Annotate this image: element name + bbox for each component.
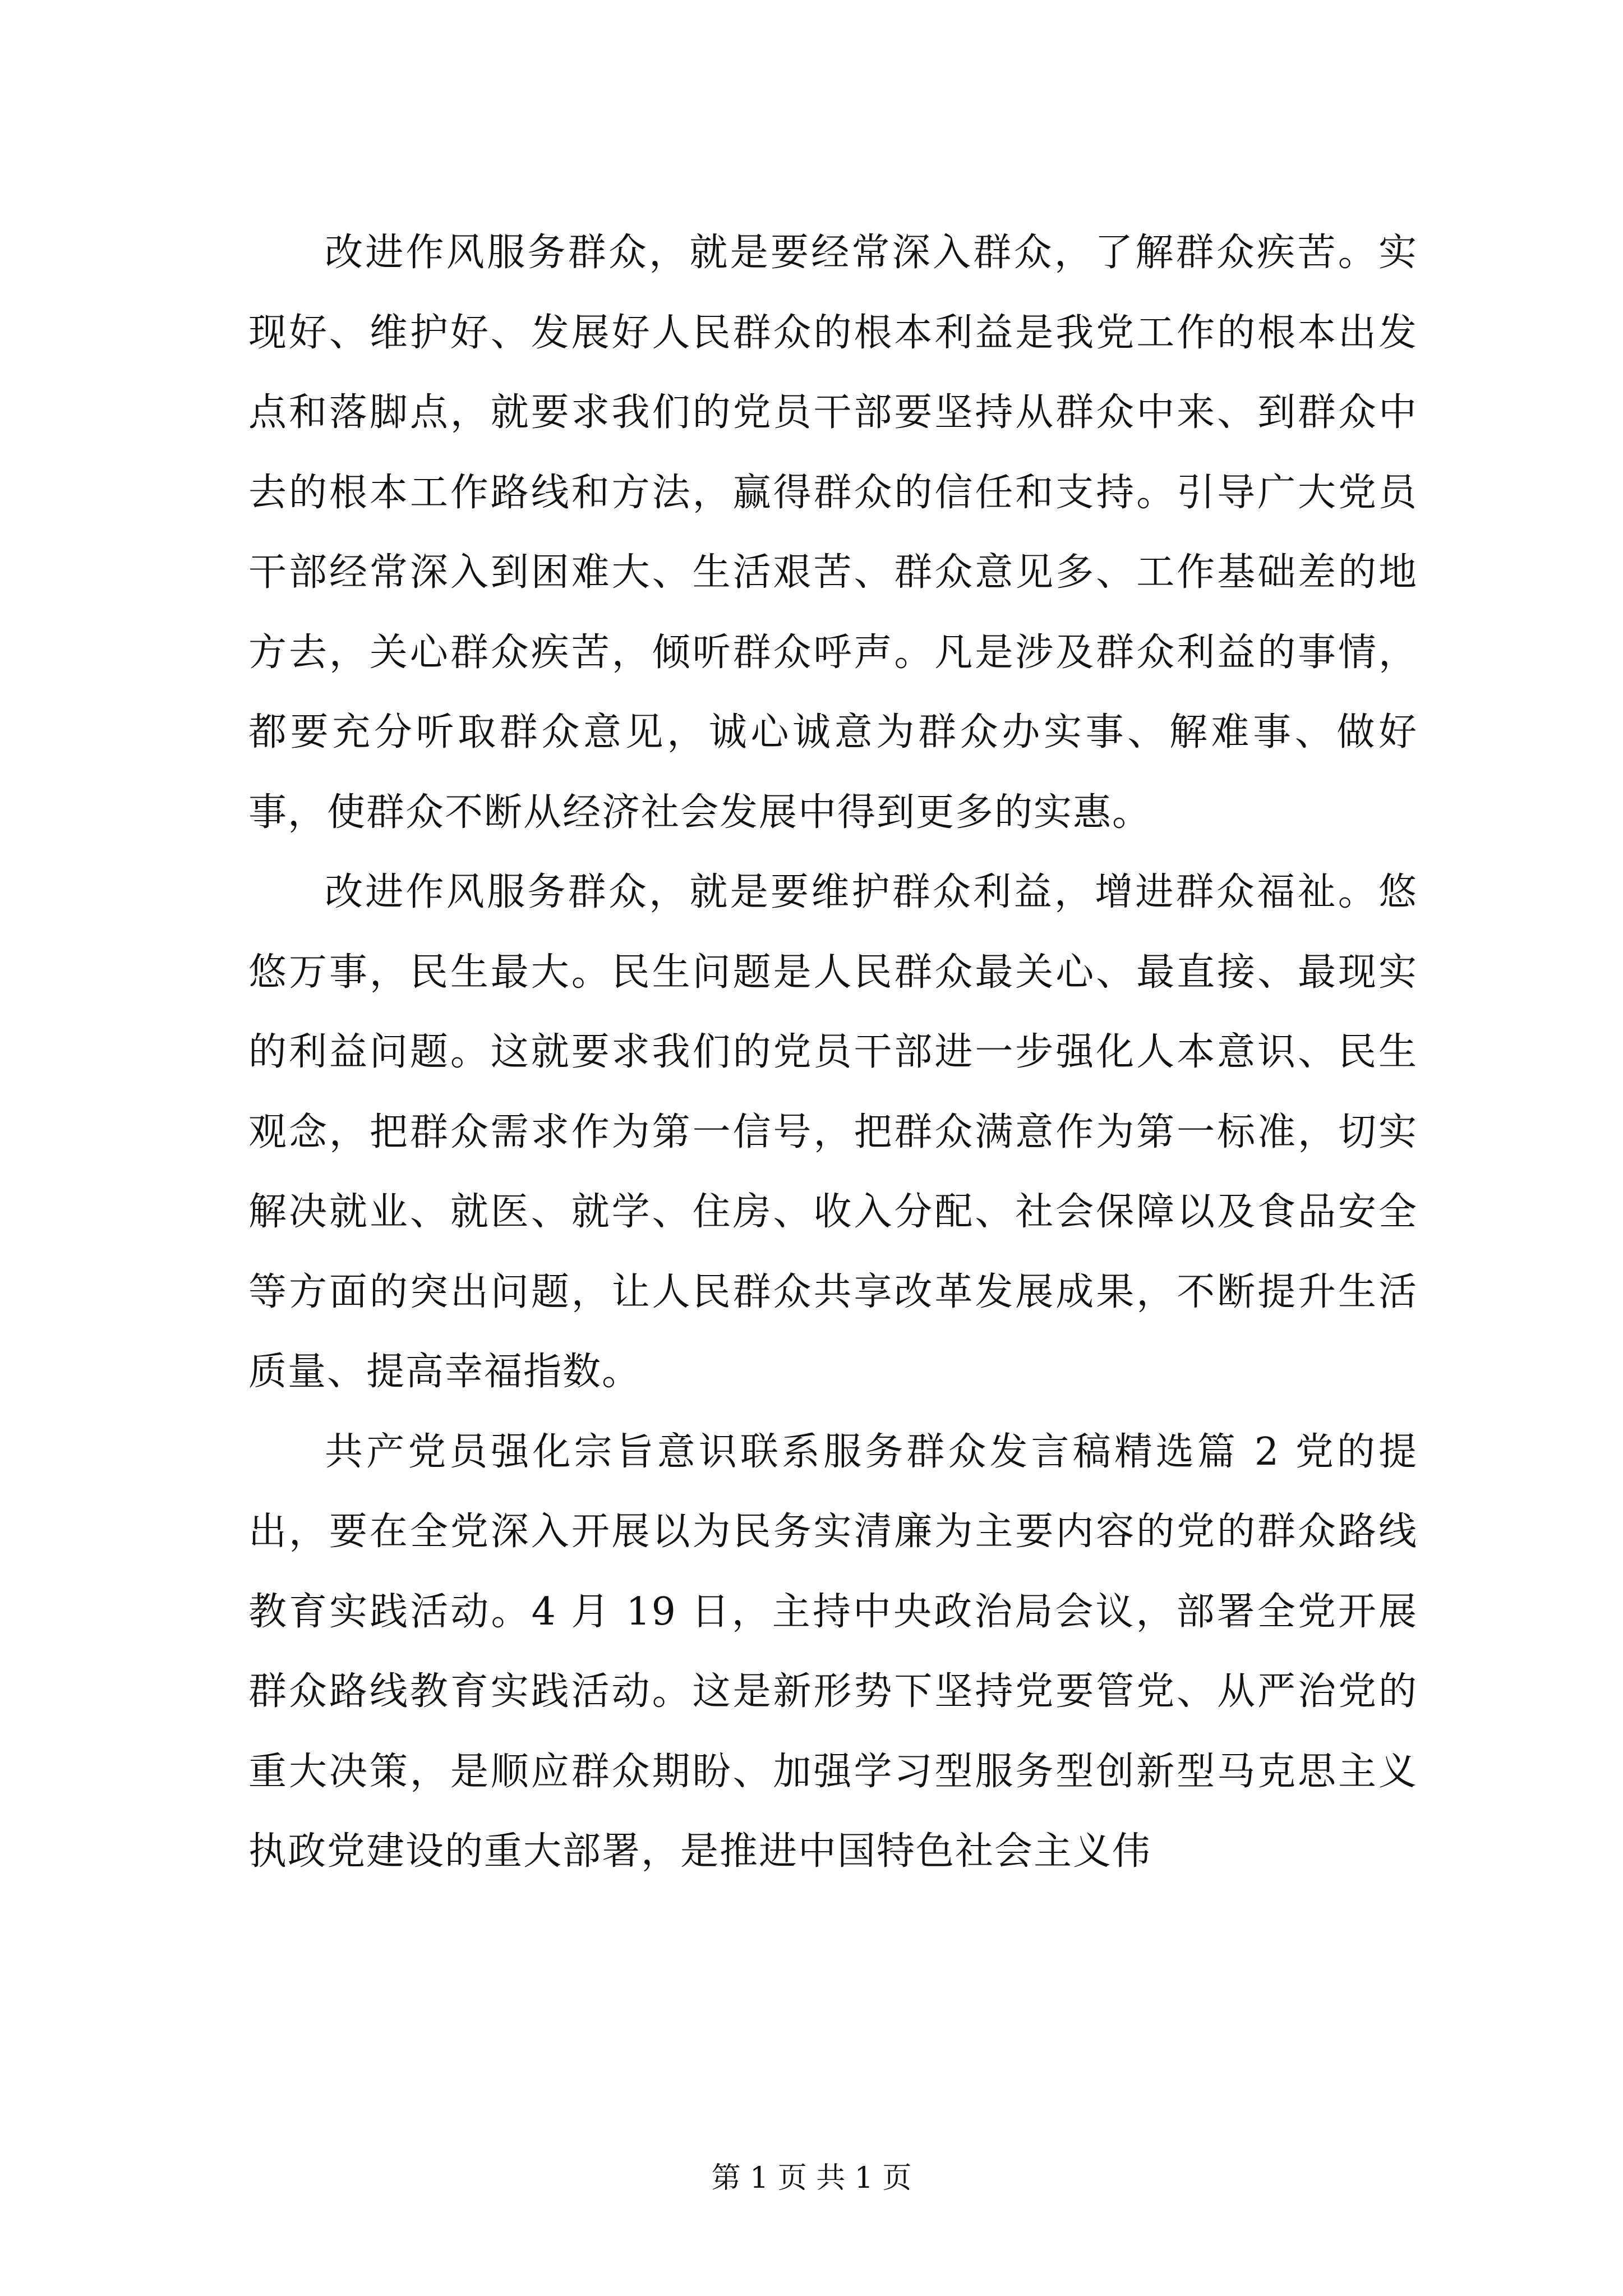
paragraph-2: 改进作风服务群众，就是要维护群众利益，增进群众福祉。悠悠万事，民生最大。民生问题是人民群众最关心、最直接、最现实的利益问题。这就要求我们的党员干部进一步强化人本意识、民生观念，把群众需求作为第一信号，把群众满意作为第一标准，切实解决就业、就医、就学、住房、收入分配、社会保障以及食品安全等方面的突出问题，让人民群众共享改革发展成果，不断提升生活质量、提高幸福指数。 [248,870,1418,1394]
paragraph-1: 改进作风服务群众，就是要经常深入群众，了解群众疾苦。实现好、维护好、发展好人民群众的根本利益是我党工作的根本出发点和落脚点，就要求我们的党员干部要坚持从群众中来、到群众中去的根本工作路线和方法，赢得群众的信任和支持。引导广大党员干部经常深入到困难大、生活艰苦、群众意见多、工作基础差的地方去，关心群众疾苦，倾听群众呼声。凡是涉及群众利益的事情，都要充分听取群众意见，诚心诚意为群众办实事、解难事、做好事，使群众不断从经济社会发展中得到更多的实惠。 [248,231,1418,835]
paragraph-3: 共产党员强化宗旨意识联系服务群众发言稿精选篇 2 党的提出，要在全党深入开展以为民务实清廉为主要内容的党的群众路线教育实践活动。4 月 19 日，主持中央政治局会议，部署全党开展群众路线教育实践活动。这是新形势下坚持党要管党、从严治党的重大决策，是顺应群众期盼、加强学习型服务型创新型马克思主义执政党建设的重大部署，是推进中国特色社会主义伟 [248,1429,1418,1874]
document-body [248,213,1418,1892]
page-footer: 第 1 页 共 1 页 [711,2161,912,2195]
